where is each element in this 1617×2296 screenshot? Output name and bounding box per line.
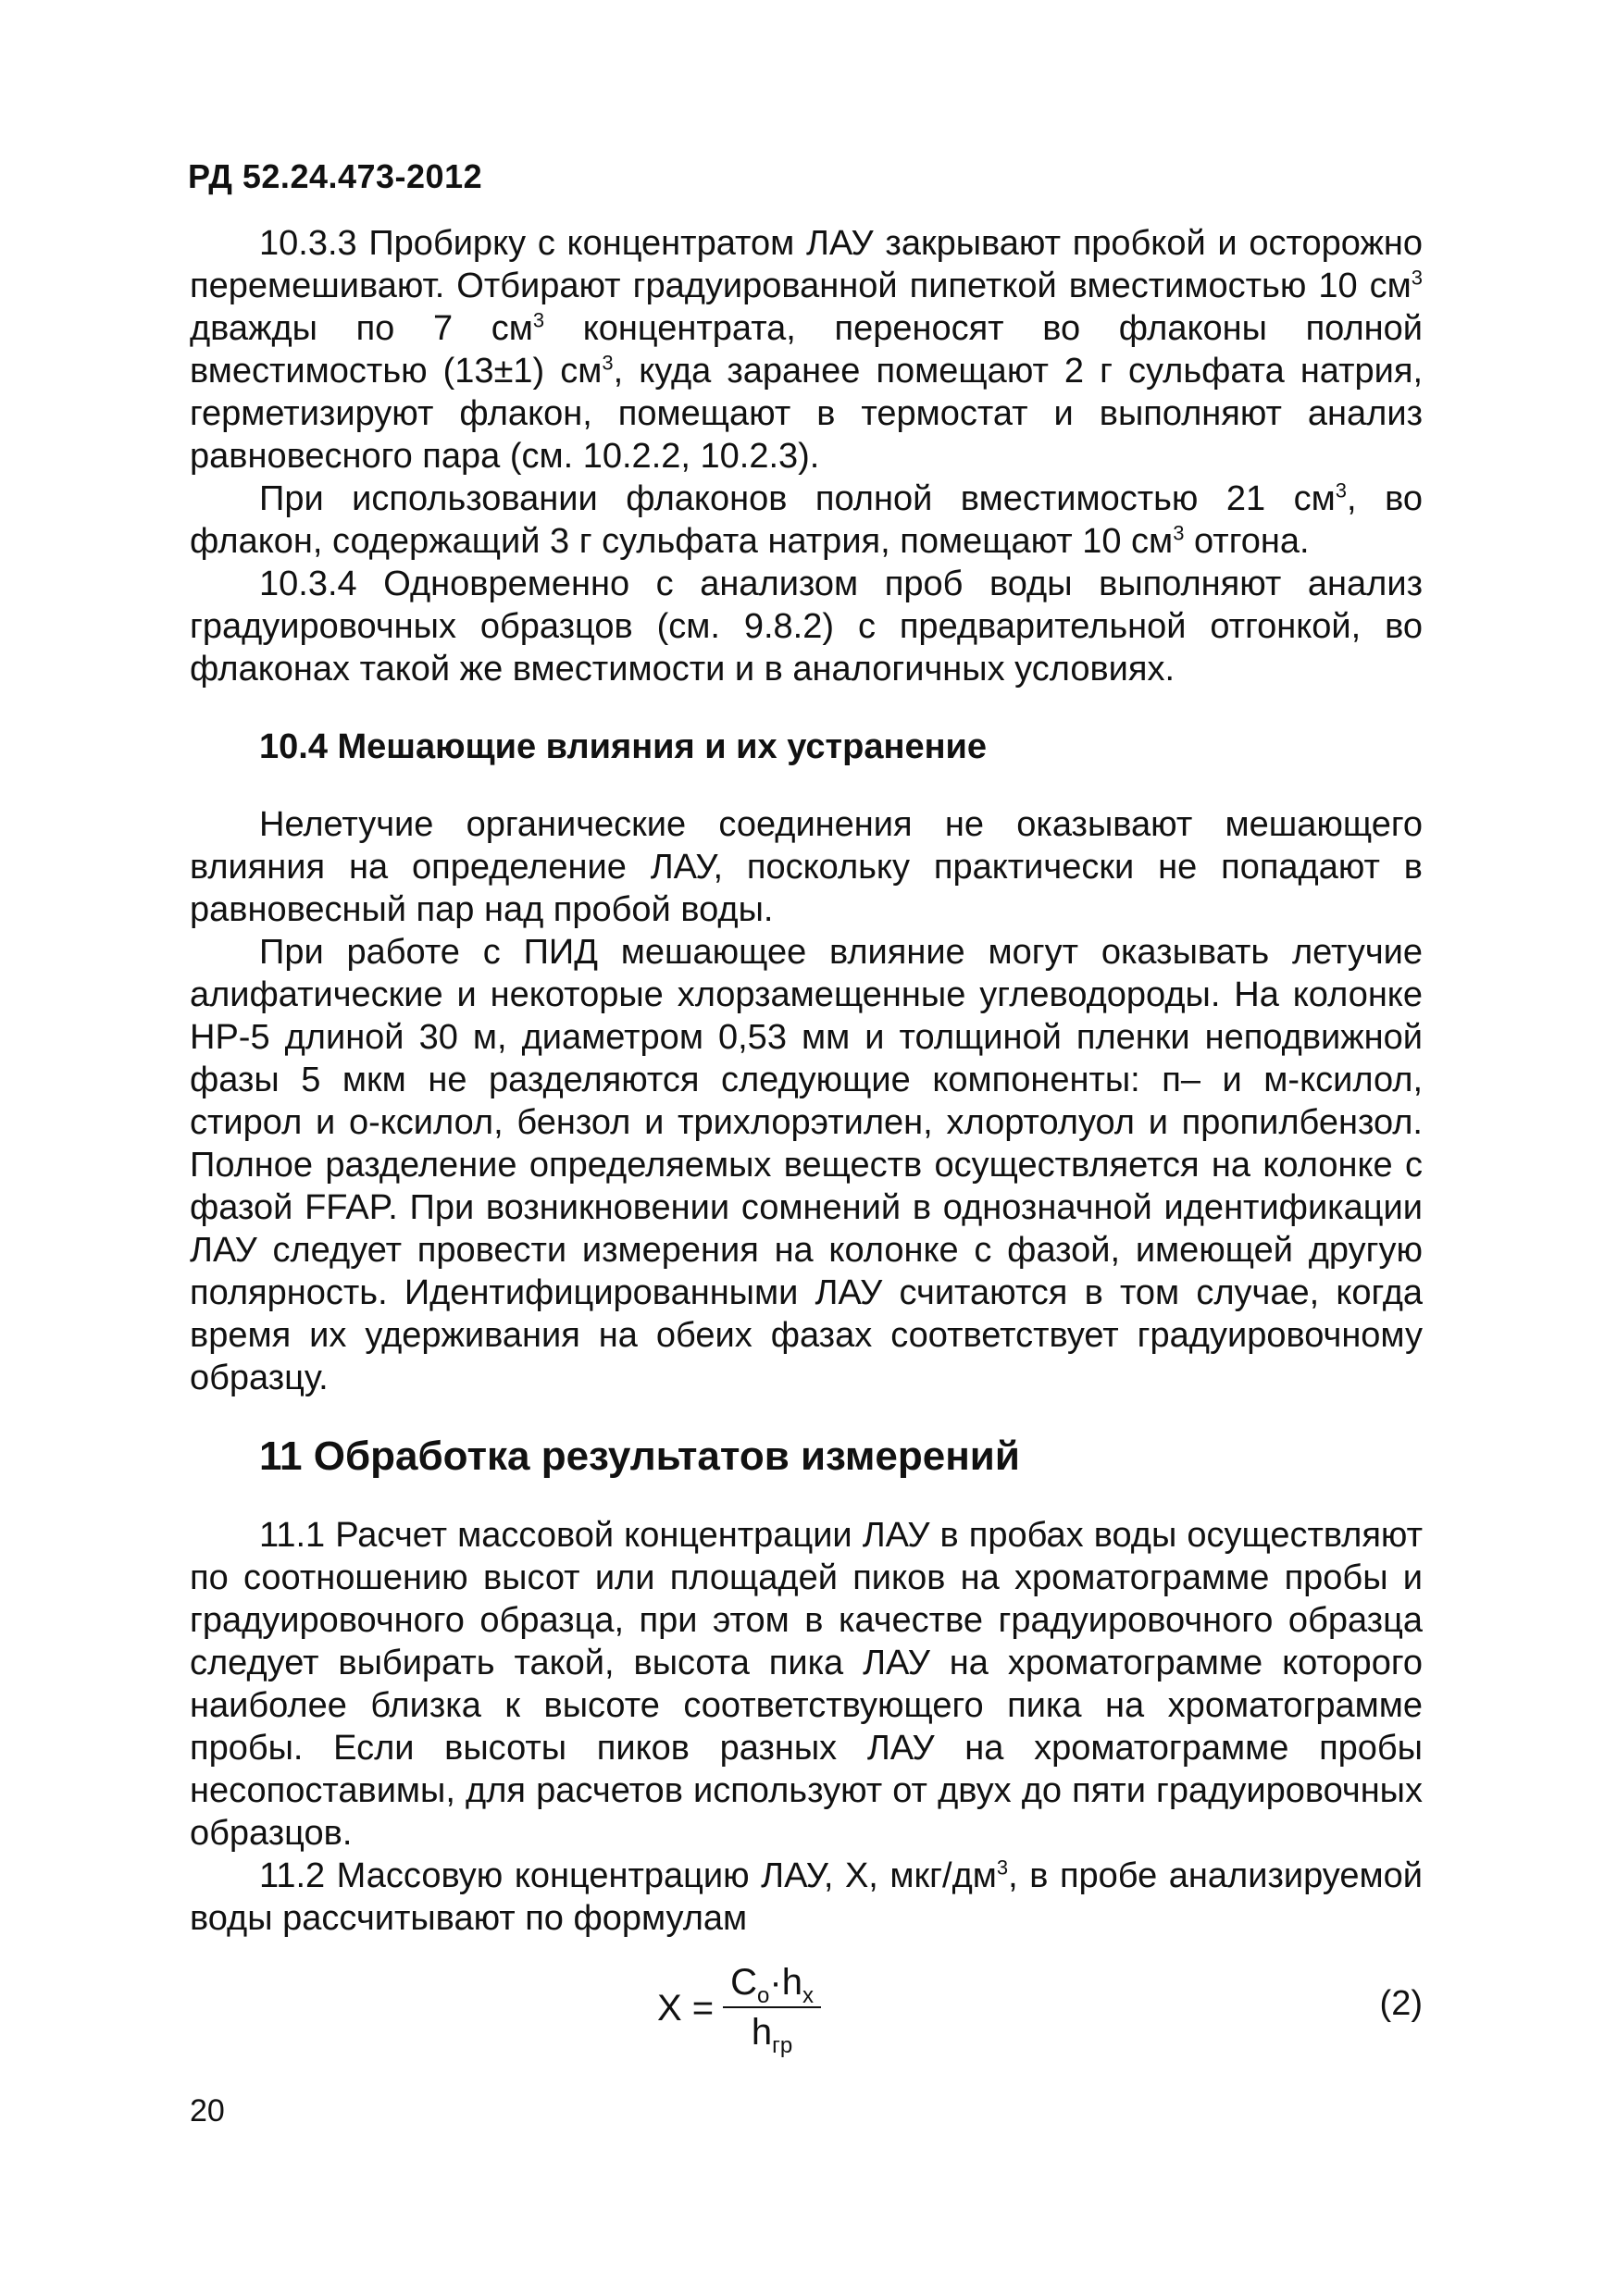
subscript: o bbox=[757, 1983, 770, 2008]
paragraph-flask-21 bbox=[190, 478, 1423, 563]
formula-lhs: X = bbox=[657, 1987, 715, 2029]
superscript: 3 bbox=[602, 351, 614, 375]
text-run: дважды по 7 см bbox=[190, 309, 533, 348]
formula-number: (2) bbox=[1379, 1984, 1423, 2023]
symbol-h: h bbox=[781, 1962, 802, 2003]
formula-2 bbox=[190, 1953, 1423, 2064]
subscript: x bbox=[802, 1983, 814, 2008]
multiply-dot: · bbox=[769, 1962, 782, 2003]
text-run: 10.3.3 Пробирку с концентратом ЛАУ закрывают пробкой и осторожно перемешивают. Отбирают градуированной пипеткой вместимостью 10 см bbox=[190, 224, 1423, 305]
superscript: 3 bbox=[1411, 266, 1423, 290]
subscript: гр bbox=[772, 2033, 793, 2058]
formula-expression bbox=[657, 1953, 821, 2064]
paragraph-10-3-4: 10.3.4 Одновременно с анализом проб воды выполняют анализ градуировочных образцов (см. 9.8.2) с предварительной отгонкой, во флаконах такой же вместимости и в аналогичных условиях. bbox=[190, 565, 1423, 689]
paragraph-10-3-3 bbox=[190, 222, 1423, 478]
formula-numerator bbox=[723, 1960, 821, 2008]
superscript: 3 bbox=[1335, 478, 1348, 503]
text-run: , в пробе анализируемой воды рассчитывают по формулам bbox=[190, 1856, 1423, 1938]
document-body bbox=[190, 222, 1423, 2064]
text-run: При использовании флаконов полной вместимостью 21 см bbox=[259, 479, 1336, 518]
text-run: концентрата, переносят во флаконы полной вместимостью (13±1) см bbox=[190, 309, 1423, 391]
paragraph-pid-interference: При работе с ПИД мешающее влияние могут оказывать летучие алифатические и некоторые хлорзамещенные углеводороды. На колонке HP-5 длиной 30 м, диаметром 0,53 мм и толщиной пленки неподвижной фазы 5 мкм не разделяются следующие компоненты: п– и м-ксилол, стирол и о-ксилол, бензол и трихлорэтилен, хлортолуол и пропилбензол. Полное разделение определяемых веществ осуществляется на колонке с фазой FFAP. При возникновении сомнений в однозначной идентификации ЛАУ следует провести измерения на колонке с фазой, имеющей другую полярность. Идентифицированными ЛАУ считаются в том случае, когда время их удерживания на обеих фазах соответствует градуировочному образцу. bbox=[190, 933, 1423, 1397]
paragraph-nonvolatile: Нелетучие органические соединения не оказывают мешающего влияния на определение ЛАУ, поскольку практически не попадают в равновесный пар над пробой воды. bbox=[190, 805, 1423, 929]
text-run: 11.2 Массовую концентрацию ЛАУ, X, мкг/дм bbox=[259, 1856, 997, 1895]
text-run: , куда заранее помещают 2 г сульфата натрия, герметизируют флакон, помещают в термостат и выполняют анализ равновесного пара (см. 10.2.2, 10.2.3). bbox=[190, 352, 1424, 476]
text-run: , во флакон, содержащий 3 г сульфата натрия, помещают 10 см bbox=[190, 479, 1423, 561]
section-heading-10-4: 10.4 Мешающие влияния и их устранение bbox=[259, 727, 988, 766]
symbol-h: h bbox=[751, 2012, 773, 2053]
text-run: отгона. bbox=[1184, 522, 1310, 561]
chapter-heading-11: 11 Обработка результатов измерений bbox=[259, 1433, 1020, 1479]
superscript: 3 bbox=[996, 1855, 1009, 1880]
formula-denominator bbox=[752, 2008, 792, 2056]
superscript: 3 bbox=[1173, 521, 1185, 545]
page-number: 20 bbox=[190, 2093, 225, 2128]
paragraph-11-1: 11.1 Расчет массовой концентрации ЛАУ в пробах воды осуществляют по соотношению высот или площадей пиков на хроматограмме пробы и градуировочного образца, при этом в качестве градуировочного образца следует выбирать такой, высота пика ЛАУ на хроматограмме которого наиболее близка к высоте соответствующего пика на хроматограмме пробы. Если высоты пиков разных ЛАУ на хроматограмме пробы несопоставимы, для расчетов используют от двух до пяти градуировочных образцов. bbox=[190, 1516, 1423, 1853]
paragraph-11-2 bbox=[190, 1855, 1423, 1940]
symbol-c: C bbox=[730, 1962, 758, 2003]
document-header: РД 52.24.473-2012 bbox=[188, 157, 483, 195]
superscript: 3 bbox=[532, 308, 545, 332]
formula-fraction bbox=[723, 1960, 821, 2056]
